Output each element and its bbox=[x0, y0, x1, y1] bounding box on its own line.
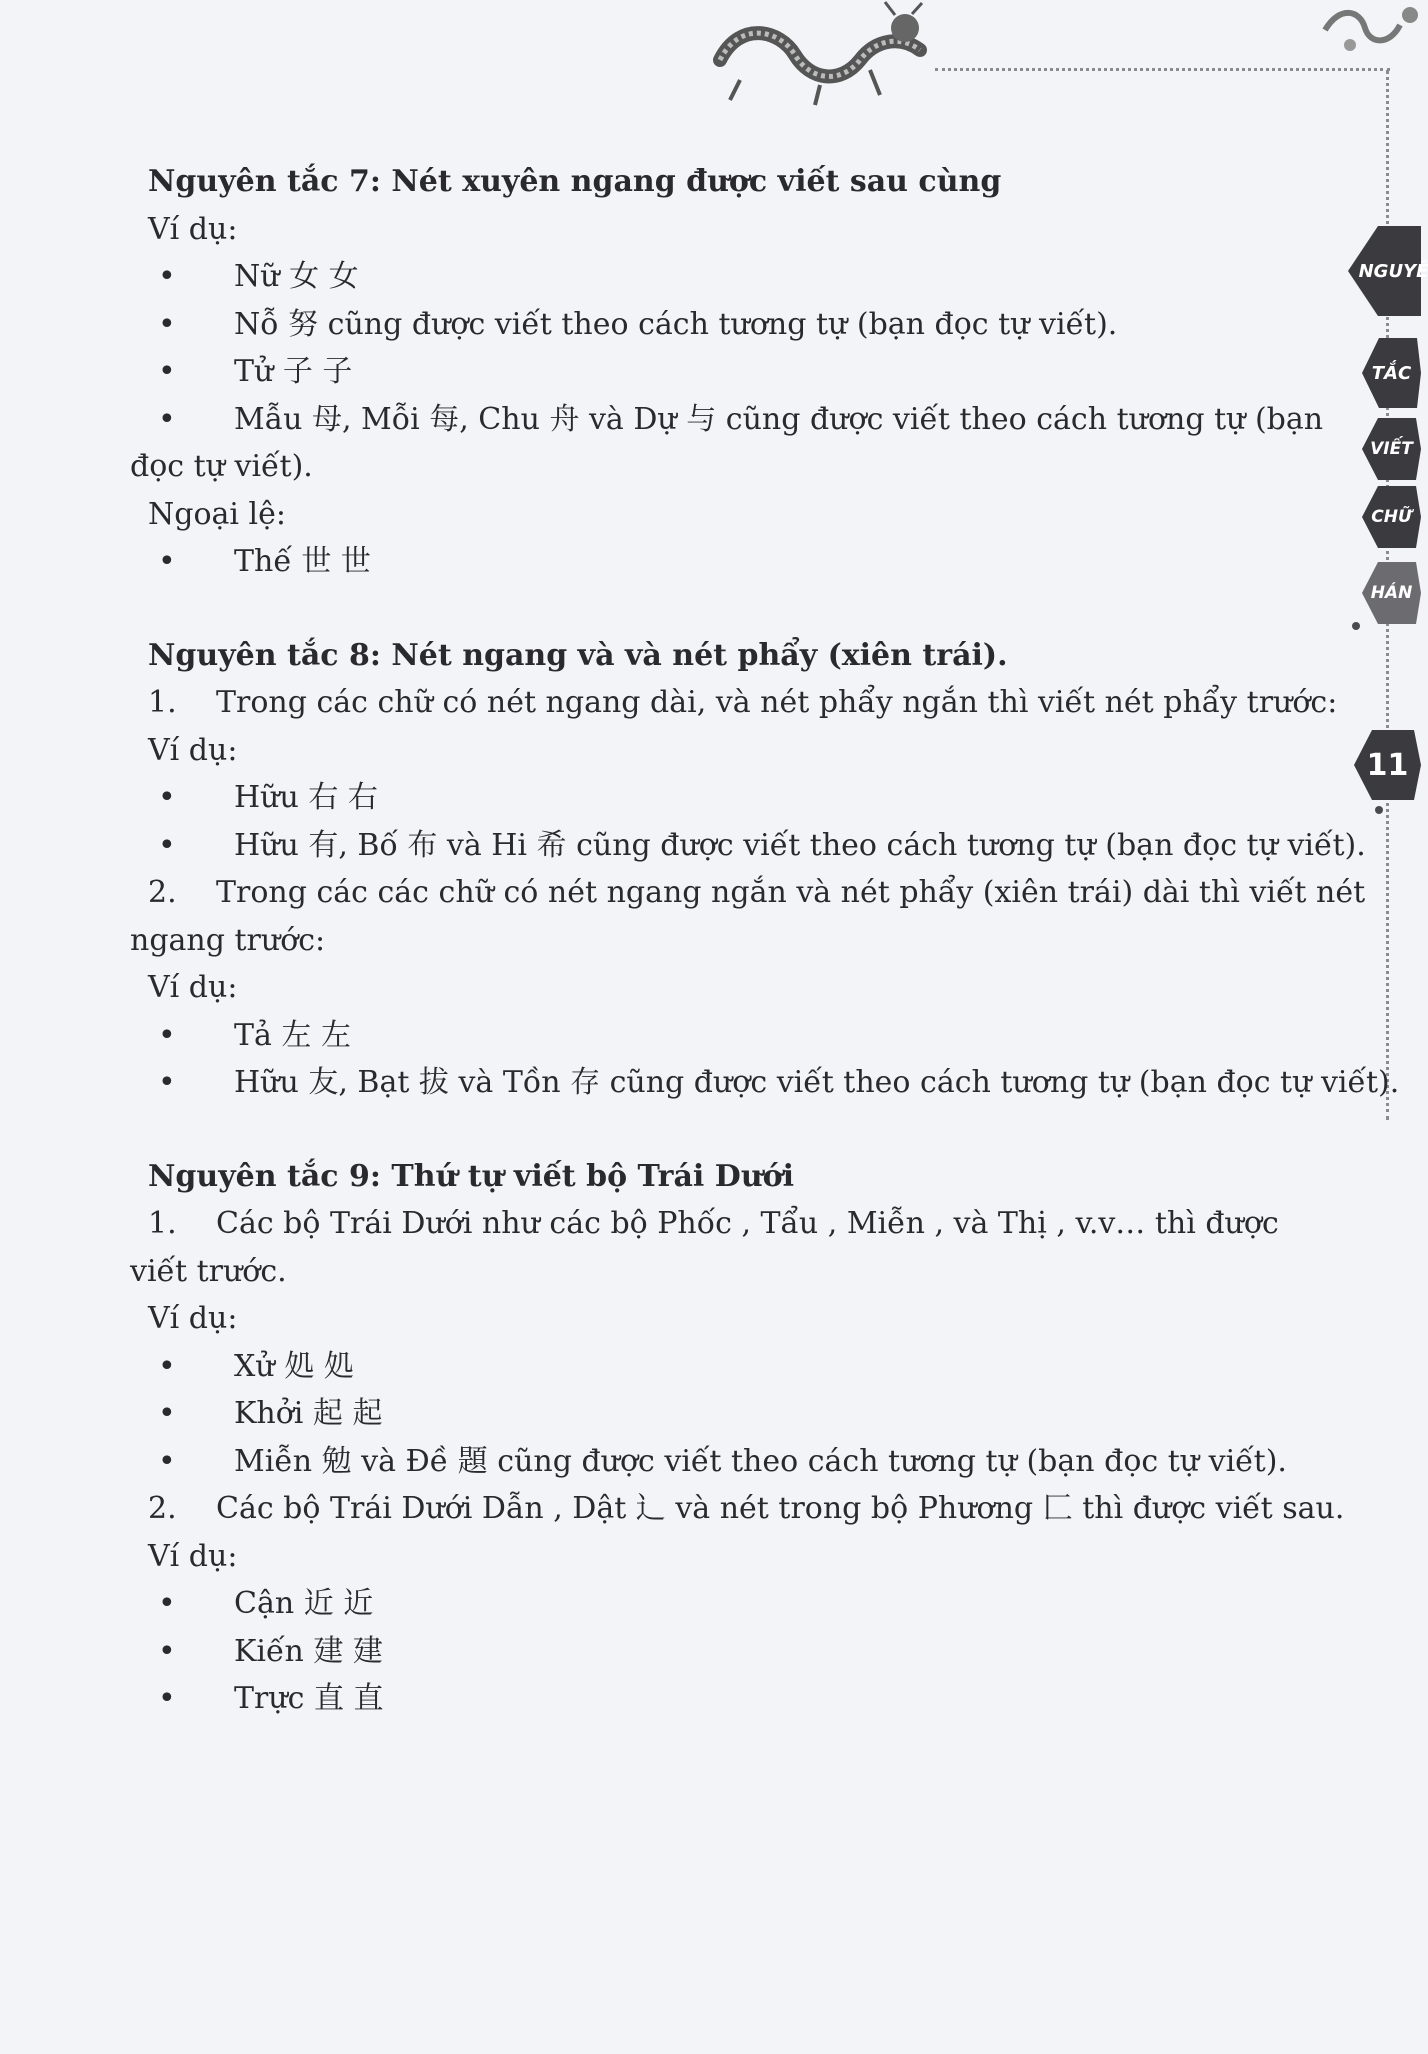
list-item: • Hữu 友, Bạt 拔 và Tồn 存 cũng được viết theo cách tương tự (bạn đọc tự viết). bbox=[158, 1065, 1400, 1100]
side-tab-1 bbox=[1348, 226, 1428, 316]
list-item-continuation: đọc tự viết). bbox=[130, 449, 313, 484]
list-item: • Trực 直 直 bbox=[158, 1681, 384, 1716]
list-item: • Nỗ 努 cũng được viết theo cách tương tự (bạn đọc tự viết). bbox=[158, 306, 1118, 342]
side-tab-label: VIẾT bbox=[1370, 439, 1413, 459]
numbered-item-continuation: ngang trước: bbox=[130, 922, 326, 958]
top-dotted-rule bbox=[935, 68, 1390, 71]
section-spacer bbox=[148, 1107, 1318, 1153]
list-item: • Kiến 建 建 bbox=[158, 1633, 383, 1669]
corner-flourish-icon bbox=[1320, 0, 1421, 60]
numbered-item: 1. Trong các chữ có nét ngang dài, và nét phẩy ngắn thì viết nét phẩy trước: bbox=[148, 685, 1338, 720]
list-item: • Mẫu 母, Mỗi 每, Chu 舟 và Dự 与 cũng được viết theo cách tương tự (bạn bbox=[158, 401, 1324, 437]
example-label: Ví dụ: bbox=[148, 732, 238, 768]
list-item: • Hữu 有, Bố 布 và Hi 希 cũng được viết theo cách tương tự (bạn đọc tự viết). bbox=[158, 827, 1366, 863]
list-item: • Cận 近 近 bbox=[158, 1586, 374, 1621]
list-item: • Tử 子 子 bbox=[158, 354, 353, 389]
section-spacer bbox=[148, 586, 1318, 632]
list-item: • Miễn 勉 và Đề 題 cũng được viết theo cách tương tự (bạn đọc tự viết). bbox=[158, 1443, 1287, 1479]
numbered-item: 1. Các bộ Trái Dưới như các bộ Phốc , Tẩu , Miễn , và Thị , v.v… thì được bbox=[148, 1206, 1279, 1241]
tab-dot bbox=[1352, 622, 1360, 630]
side-tab-label: NGUYÊ bbox=[1358, 260, 1428, 282]
dragon-ornament-icon bbox=[700, 0, 940, 110]
tab-dot bbox=[1375, 806, 1383, 814]
page-number: 11 bbox=[1366, 747, 1409, 783]
exception-label: Ngoại lệ: bbox=[148, 496, 286, 532]
page-number-badge bbox=[1354, 730, 1421, 800]
side-tab-2 bbox=[1362, 338, 1421, 408]
example-label: Ví dụ: bbox=[148, 1301, 238, 1336]
list-item: • Thế 世 世 bbox=[158, 544, 371, 579]
list-item: • Hữu 右 右 bbox=[158, 780, 378, 815]
section-heading: Nguyên tắc 8: Nét ngang và và nét phẩy (xiên trái). bbox=[148, 637, 1008, 673]
example-label: Ví dụ: bbox=[148, 1538, 238, 1574]
side-tab-label: CHỮ bbox=[1371, 507, 1412, 527]
side-tab-4 bbox=[1362, 486, 1421, 548]
side-tab-label: HÁN bbox=[1370, 583, 1413, 603]
example-label: Ví dụ: bbox=[148, 970, 238, 1005]
numbered-item: 2. Trong các các chữ có nét ngang ngắn và nét phẩy (xiên trái) dài thì viết nét bbox=[148, 875, 1366, 910]
section-heading: Nguyên tắc 9: Thứ tự viết bộ Trái Dưới bbox=[148, 1158, 794, 1194]
list-item: • Khởi 起 起 bbox=[158, 1396, 383, 1431]
numbered-item: 2. Các bộ Trái Dưới Dẫn , Dật 辶 và nét trong bộ Phương 匚 thì được viết sau. bbox=[148, 1491, 1345, 1526]
list-item: • Xử 処 処 bbox=[158, 1348, 354, 1384]
side-tab-label: TẮC bbox=[1371, 362, 1412, 384]
section-heading: Nguyên tắc 7: Nét xuyên ngang được viết sau cùng bbox=[148, 164, 1002, 199]
list-item: • Tả 左 左 bbox=[158, 1017, 351, 1053]
example-label: Ví dụ: bbox=[148, 211, 238, 247]
side-tab-3 bbox=[1362, 418, 1421, 480]
side-tab-5 bbox=[1362, 562, 1421, 624]
numbered-item-continuation: viết trước. bbox=[130, 1253, 287, 1289]
list-item: • Nữ 女 女 bbox=[158, 259, 359, 294]
